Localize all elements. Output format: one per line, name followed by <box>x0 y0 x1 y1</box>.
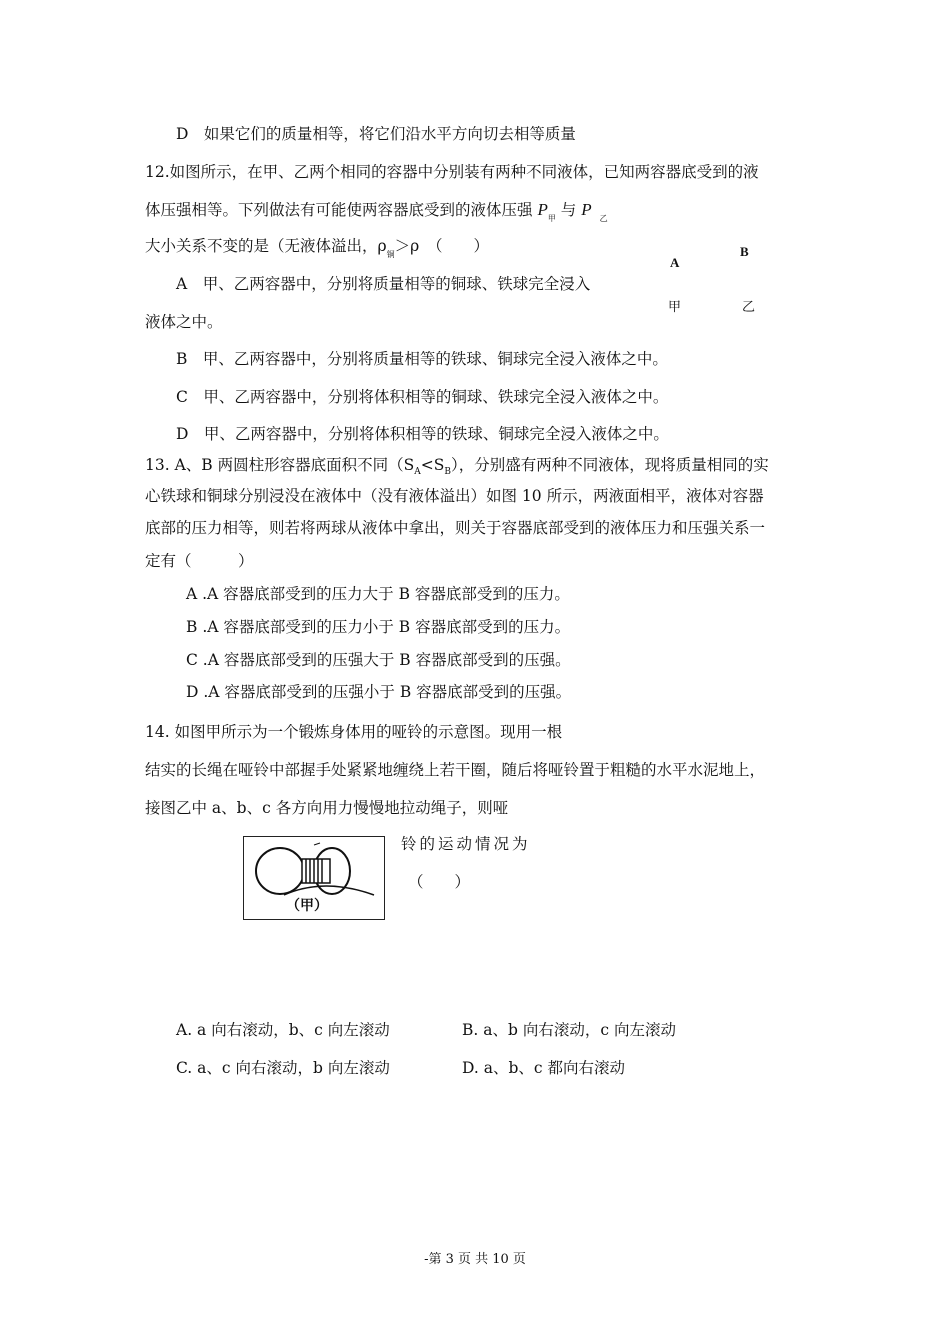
dumbbell-figure <box>243 836 385 920</box>
q14-stem-line3: 接图乙中 a、b、c 各方向用力慢慢地拉动绳子，则哑 <box>145 799 509 817</box>
q14-option-c: C. a、c 向右滚动，b 向左滚动 <box>176 1059 390 1077</box>
q13-stem-line3: 底部的压力相等，则若将两球从液体中拿出，则关于容器底部受到的液体压力和压强关系一 <box>145 519 766 537</box>
q13-stem-line1 <box>145 455 769 482</box>
figure-label-jia-paren: （甲） <box>286 897 328 913</box>
figure-label-a: A <box>670 255 680 270</box>
q14-stem-line2: 结实的长绳在哑铃中部握手处紧紧地缠绕上若干圈，随后将哑铃置于粗糙的水平水泥地上， <box>145 761 766 779</box>
q12-option-b: B 甲、乙两容器中，分别将质量相等的铁球、铜球完全浸入液体之中。 <box>176 350 668 368</box>
sub-jia: 甲 <box>547 214 556 223</box>
q13-lt: <S <box>420 456 445 474</box>
q13-option-b: B .A 容器底部受到的压力小于 B 容器底部受到的压力。 <box>186 618 571 636</box>
q13-stem-line1b: ），分别盛有两种不同液体，现将质量相同的实 <box>450 456 769 474</box>
q14-option-d: D. a、b、c 都向右滚动 <box>462 1059 626 1077</box>
q11-option-d: D 如果它们的质量相等，将它们沿水平方向切去相等质量 <box>176 125 576 143</box>
q14-option-b: B. a、b 向右滚动，c 向左滚动 <box>462 1021 676 1039</box>
q12-option-d: D 甲、乙两容器中，分别将体积相等的铁球、铜球完全浸入液体之中。 <box>176 425 669 443</box>
q12-stem-line1: 12.如图所示，在甲、乙两个相同的容器中分别装有两种不同液体，已知两容器底受到的液 <box>145 163 759 181</box>
q12-stem-line2-text: 体压强相等。下列做法有可能使两容器底受到的液体压强 <box>145 201 533 219</box>
q12-option-a-line2: 液体之中。 <box>145 313 223 331</box>
figure-label-yi: 乙 <box>742 300 756 315</box>
q12-stem-line2 <box>145 200 608 229</box>
p-symbol-jia: P <box>537 200 548 219</box>
q13-stem-line4: 定有（ ） <box>145 552 254 570</box>
q13-option-c: C .A 容器底部受到的压强大于 B 容器底部受到的压强。 <box>186 651 571 669</box>
sub-tong: 铜 <box>386 250 395 259</box>
q12-stem-line3b: ＞ρ （ ） <box>394 237 489 255</box>
q14-stem-line5: （ ） <box>408 873 471 891</box>
q14-stem-line4: 铃的运动情况为 <box>401 835 531 853</box>
page-footer: -第 3 页 共 10 页 <box>424 1252 526 1267</box>
q12-yu: 与 <box>560 201 577 219</box>
q13-option-d: D .A 容器底部受到的压强小于 B 容器底部受到的压强。 <box>186 683 572 701</box>
figure-label-jia: 甲 <box>668 300 682 315</box>
p-symbol-yi: P <box>581 200 592 219</box>
q13-option-a: A .A 容器底部受到的压力大于 B 容器底部受到的压力。 <box>186 585 570 603</box>
q14-stem-line1: 14. 如图甲所示为一个锻炼身体用的哑铃的示意图。现用一根 <box>145 723 563 741</box>
q12-stem-line3a: 大小关系不变的是（无液体溢出，ρ <box>145 237 387 255</box>
q14-option-a: A. a 向右滚动，b、c 向左滚动 <box>176 1021 390 1039</box>
sub-yi: 乙 <box>599 214 608 223</box>
figure-label-b: B <box>740 244 749 259</box>
q12-stem-line3 <box>145 236 489 265</box>
sub-b: B <box>444 467 451 477</box>
q13-stem-line1a: 13. A、B 两圆柱形容器底面积不同（S <box>145 456 415 474</box>
q12-option-c: C 甲、乙两容器中，分别将体积相等的铜球、铁球完全浸入液体之中。 <box>176 388 669 406</box>
q13-stem-line2: 心铁球和铜球分别浸没在液体中（没有液体溢出）如图 10 所示，两液面相平，液体对容器 <box>145 487 764 505</box>
q12-option-a-line1: A 甲、乙两容器中，分别将质量相等的铜球、铁球完全浸入 <box>176 275 591 293</box>
sub-a: A <box>414 467 421 477</box>
